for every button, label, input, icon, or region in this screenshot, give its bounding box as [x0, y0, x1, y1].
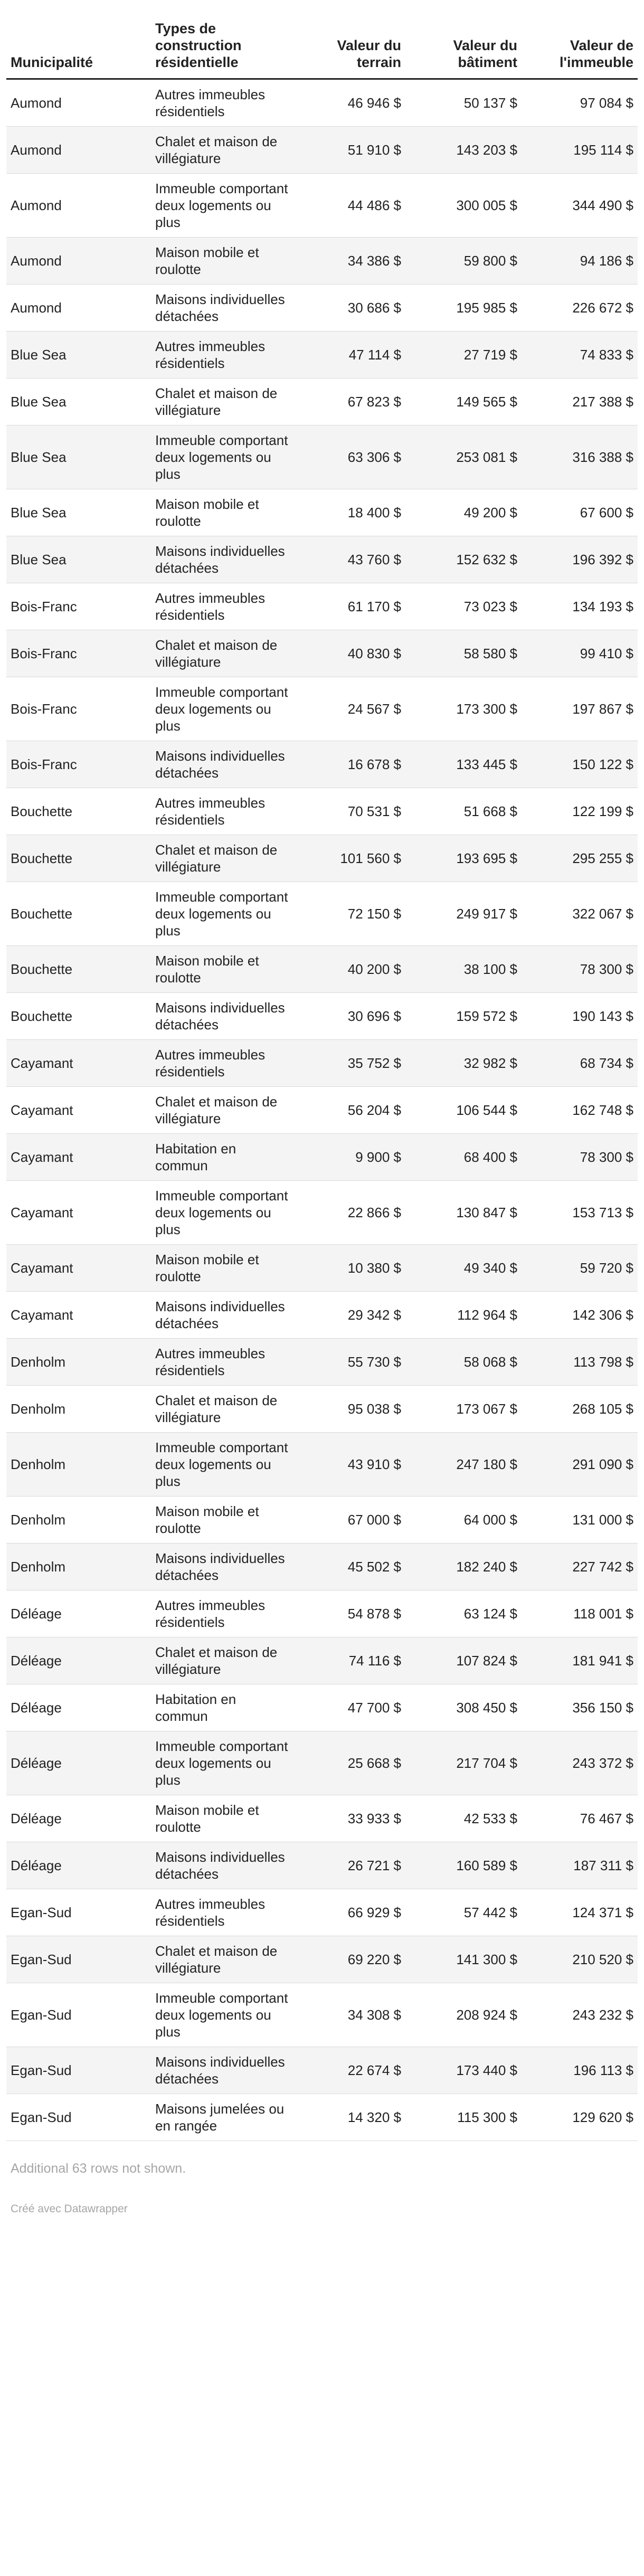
cell-valeur-terrain: 45 502 $ [295, 1543, 405, 1590]
table-row [6, 1983, 638, 2047]
cell-type-construction: Maisons individuelles détachées [151, 536, 295, 583]
cell-valeur-batiment: 173 440 $ [405, 2047, 522, 2094]
table-row [6, 2047, 638, 2094]
table-row [6, 1731, 638, 1795]
cell-valeur-batiment: 68 400 $ [405, 1134, 522, 1181]
cell-valeur-batiment: 173 067 $ [405, 1386, 522, 1433]
header-row [6, 0, 638, 79]
table-row [6, 79, 638, 127]
cell-valeur-terrain: 46 946 $ [295, 79, 405, 127]
cell-valeur-batiment: 63 124 $ [405, 1590, 522, 1637]
cell-valeur-terrain: 69 220 $ [295, 1936, 405, 1983]
table-row [6, 1889, 638, 1936]
cell-valeur-immeuble: 210 520 $ [522, 1936, 638, 1983]
cell-municipalite: Bois-Franc [6, 677, 151, 741]
cell-type-construction: Maisons individuelles détachées [151, 993, 295, 1040]
table-row [6, 1245, 638, 1292]
cell-municipalite: Egan-Sud [6, 2047, 151, 2094]
cell-valeur-batiment: 58 068 $ [405, 1339, 522, 1386]
cell-municipalite: Bouchette [6, 882, 151, 946]
cell-type-construction: Autres immeubles résidentiels [151, 1339, 295, 1386]
cell-type-construction: Autres immeubles résidentiels [151, 79, 295, 127]
cell-type-construction: Autres immeubles résidentiels [151, 332, 295, 378]
table-row [6, 741, 638, 788]
cell-valeur-batiment: 143 203 $ [405, 127, 522, 174]
cell-valeur-terrain: 43 910 $ [295, 1433, 405, 1497]
table-row [6, 1040, 638, 1087]
cell-municipalite: Cayamant [6, 1245, 151, 1292]
table-row [6, 1637, 638, 1684]
cell-valeur-immeuble: 59 720 $ [522, 1245, 638, 1292]
cell-type-construction: Maisons individuelles détachées [151, 1842, 295, 1889]
cell-valeur-immeuble: 150 122 $ [522, 741, 638, 788]
cell-municipalite: Déléage [6, 1795, 151, 1842]
cell-municipalite: Bouchette [6, 788, 151, 835]
cell-municipalite: Déléage [6, 1684, 151, 1731]
cell-valeur-immeuble: 196 392 $ [522, 536, 638, 583]
table-row [6, 489, 638, 536]
more-rows-note: Additional 63 rows not shown. [11, 2161, 186, 2176]
table-row [6, 174, 638, 238]
cell-valeur-batiment: 249 917 $ [405, 882, 522, 946]
cell-valeur-immeuble: 243 232 $ [522, 1983, 638, 2047]
cell-valeur-terrain: 18 400 $ [295, 489, 405, 536]
cell-valeur-terrain: 40 830 $ [295, 630, 405, 677]
cell-valeur-immeuble: 153 713 $ [522, 1181, 638, 1245]
cell-municipalite: Blue Sea [6, 332, 151, 378]
table-row [6, 536, 638, 583]
cell-municipalite: Déléage [6, 1731, 151, 1795]
cell-valeur-immeuble: 295 255 $ [522, 835, 638, 882]
cell-type-construction: Habitation en commun [151, 1684, 295, 1731]
cell-municipalite: Denholm [6, 1339, 151, 1386]
cell-valeur-terrain: 66 929 $ [295, 1889, 405, 1936]
cell-valeur-batiment: 149 565 $ [405, 378, 522, 425]
cell-municipalite: Bois-Franc [6, 741, 151, 788]
cell-type-construction: Immeuble comportant deux logements ou plus [151, 1731, 295, 1795]
cell-valeur-immeuble: 243 372 $ [522, 1731, 638, 1795]
cell-valeur-terrain: 26 721 $ [295, 1842, 405, 1889]
cell-valeur-terrain: 29 342 $ [295, 1292, 405, 1339]
table-row [6, 2094, 638, 2141]
cell-valeur-terrain: 70 531 $ [295, 788, 405, 835]
cell-municipalite: Cayamant [6, 1181, 151, 1245]
table-row [6, 583, 638, 630]
cell-valeur-terrain: 55 730 $ [295, 1339, 405, 1386]
cell-valeur-terrain: 72 150 $ [295, 882, 405, 946]
table-row [6, 1543, 638, 1590]
cell-valeur-terrain: 30 696 $ [295, 993, 405, 1040]
cell-type-construction: Autres immeubles résidentiels [151, 583, 295, 630]
cell-valeur-immeuble: 162 748 $ [522, 1087, 638, 1134]
cell-type-construction: Chalet et maison de villégiature [151, 1936, 295, 1983]
cell-valeur-immeuble: 268 105 $ [522, 1386, 638, 1433]
cell-type-construction: Autres immeubles résidentiels [151, 1889, 295, 1936]
table-row [6, 1590, 638, 1637]
cell-valeur-immeuble: 78 300 $ [522, 1134, 638, 1181]
column-header-valeur-terrain[interactable]: Valeur du terrain [295, 0, 405, 79]
cell-municipalite: Blue Sea [6, 536, 151, 583]
cell-valeur-terrain: 74 116 $ [295, 1637, 405, 1684]
cell-valeur-immeuble: 181 941 $ [522, 1637, 638, 1684]
cell-valeur-immeuble: 122 199 $ [522, 788, 638, 835]
cell-type-construction: Chalet et maison de villégiature [151, 1386, 295, 1433]
cell-valeur-immeuble: 197 867 $ [522, 677, 638, 741]
cell-valeur-terrain: 14 320 $ [295, 2094, 405, 2141]
cell-valeur-immeuble: 344 490 $ [522, 174, 638, 238]
cell-type-construction: Maisons individuelles détachées [151, 741, 295, 788]
cell-municipalite: Denholm [6, 1386, 151, 1433]
cell-type-construction: Maison mobile et roulotte [151, 1497, 295, 1543]
cell-municipalite: Déléage [6, 1637, 151, 1684]
cell-type-construction: Chalet et maison de villégiature [151, 1087, 295, 1134]
cell-valeur-terrain: 34 308 $ [295, 1983, 405, 2047]
cell-valeur-batiment: 107 824 $ [405, 1637, 522, 1684]
cell-valeur-batiment: 51 668 $ [405, 788, 522, 835]
cell-municipalite: Déléage [6, 1842, 151, 1889]
cell-valeur-batiment: 112 964 $ [405, 1292, 522, 1339]
cell-type-construction: Immeuble comportant deux logements ou plus [151, 677, 295, 741]
table-row [6, 630, 638, 677]
cell-type-construction: Maisons individuelles détachées [151, 285, 295, 332]
table-row [6, 946, 638, 993]
cell-valeur-batiment: 193 695 $ [405, 835, 522, 882]
cell-valeur-terrain: 101 560 $ [295, 835, 405, 882]
cell-valeur-immeuble: 118 001 $ [522, 1590, 638, 1637]
cell-valeur-terrain: 40 200 $ [295, 946, 405, 993]
cell-valeur-terrain: 56 204 $ [295, 1087, 405, 1134]
column-header-municipalite[interactable]: Municipalité [6, 0, 151, 79]
cell-type-construction: Maison mobile et roulotte [151, 946, 295, 993]
cell-type-construction: Maisons jumelées ou en rangée [151, 2094, 295, 2141]
cell-valeur-batiment: 58 580 $ [405, 630, 522, 677]
table-row [6, 238, 638, 285]
table-row [6, 1181, 638, 1245]
cell-valeur-batiment: 49 340 $ [405, 1245, 522, 1292]
cell-valeur-terrain: 67 000 $ [295, 1497, 405, 1543]
cell-valeur-batiment: 130 847 $ [405, 1181, 522, 1245]
cell-type-construction: Maison mobile et roulotte [151, 1245, 295, 1292]
table-row [6, 1795, 638, 1842]
cell-valeur-terrain: 35 752 $ [295, 1040, 405, 1087]
cell-valeur-terrain: 95 038 $ [295, 1386, 405, 1433]
cell-type-construction: Autres immeubles résidentiels [151, 788, 295, 835]
table-row [6, 1842, 638, 1889]
table-row [6, 127, 638, 174]
cell-municipalite: Cayamant [6, 1087, 151, 1134]
cell-valeur-batiment: 115 300 $ [405, 2094, 522, 2141]
table-row [6, 835, 638, 882]
table-row [6, 677, 638, 741]
cell-type-construction: Autres immeubles résidentiels [151, 1590, 295, 1637]
cell-valeur-batiment: 182 240 $ [405, 1543, 522, 1590]
cell-valeur-immeuble: 187 311 $ [522, 1842, 638, 1889]
cell-valeur-batiment: 133 445 $ [405, 741, 522, 788]
cell-valeur-immeuble: 131 000 $ [522, 1497, 638, 1543]
table-row [6, 378, 638, 425]
table-row [6, 1936, 638, 1983]
cell-valeur-batiment: 49 200 $ [405, 489, 522, 536]
cell-valeur-batiment: 32 982 $ [405, 1040, 522, 1087]
cell-valeur-terrain: 54 878 $ [295, 1590, 405, 1637]
table-header [6, 0, 638, 79]
cell-municipalite: Bois-Franc [6, 583, 151, 630]
cell-municipalite: Bois-Franc [6, 630, 151, 677]
cell-type-construction: Maisons individuelles détachées [151, 2047, 295, 2094]
data-table [6, 0, 638, 2141]
cell-valeur-immeuble: 217 388 $ [522, 378, 638, 425]
cell-valeur-batiment: 247 180 $ [405, 1433, 522, 1497]
cell-municipalite: Bouchette [6, 946, 151, 993]
table-row [6, 1497, 638, 1543]
table-row [6, 1386, 638, 1433]
cell-type-construction: Habitation en commun [151, 1134, 295, 1181]
table-row [6, 1292, 638, 1339]
table-row [6, 882, 638, 946]
table-row [6, 1087, 638, 1134]
cell-valeur-batiment: 195 985 $ [405, 285, 522, 332]
cell-type-construction: Immeuble comportant deux logements ou plus [151, 1181, 295, 1245]
cell-valeur-immeuble: 74 833 $ [522, 332, 638, 378]
cell-type-construction: Immeuble comportant deux logements ou plus [151, 425, 295, 489]
cell-valeur-batiment: 42 533 $ [405, 1795, 522, 1842]
cell-municipalite: Blue Sea [6, 378, 151, 425]
cell-type-construction: Immeuble comportant deux logements ou plus [151, 1983, 295, 2047]
cell-valeur-batiment: 50 137 $ [405, 79, 522, 127]
cell-valeur-immeuble: 356 150 $ [522, 1684, 638, 1731]
cell-valeur-terrain: 43 760 $ [295, 536, 405, 583]
cell-municipalite: Bouchette [6, 993, 151, 1040]
cell-municipalite: Aumond [6, 285, 151, 332]
cell-municipalite: Aumond [6, 174, 151, 238]
cell-valeur-batiment: 59 800 $ [405, 238, 522, 285]
cell-valeur-immeuble: 78 300 $ [522, 946, 638, 993]
table-row [6, 332, 638, 378]
cell-valeur-immeuble: 67 600 $ [522, 489, 638, 536]
cell-valeur-immeuble: 195 114 $ [522, 127, 638, 174]
cell-municipalite: Déléage [6, 1590, 151, 1637]
cell-valeur-batiment: 253 081 $ [405, 425, 522, 489]
cell-valeur-immeuble: 322 067 $ [522, 882, 638, 946]
cell-municipalite: Egan-Sud [6, 2094, 151, 2141]
cell-valeur-batiment: 27 719 $ [405, 332, 522, 378]
cell-type-construction: Chalet et maison de villégiature [151, 127, 295, 174]
cell-type-construction: Maison mobile et roulotte [151, 1795, 295, 1842]
cell-valeur-batiment: 64 000 $ [405, 1497, 522, 1543]
cell-valeur-terrain: 51 910 $ [295, 127, 405, 174]
cell-valeur-terrain: 44 486 $ [295, 174, 405, 238]
cell-type-construction: Chalet et maison de villégiature [151, 630, 295, 677]
cell-valeur-batiment: 300 005 $ [405, 174, 522, 238]
cell-valeur-immeuble: 291 090 $ [522, 1433, 638, 1497]
cell-valeur-immeuble: 190 143 $ [522, 993, 638, 1040]
cell-valeur-batiment: 57 442 $ [405, 1889, 522, 1936]
cell-municipalite: Cayamant [6, 1292, 151, 1339]
cell-municipalite: Bouchette [6, 835, 151, 882]
cell-municipalite: Egan-Sud [6, 1936, 151, 1983]
cell-valeur-immeuble: 196 113 $ [522, 2047, 638, 2094]
cell-valeur-batiment: 106 544 $ [405, 1087, 522, 1134]
cell-valeur-immeuble: 129 620 $ [522, 2094, 638, 2141]
cell-valeur-terrain: 33 933 $ [295, 1795, 405, 1842]
cell-type-construction: Maisons individuelles détachées [151, 1292, 295, 1339]
cell-valeur-terrain: 24 567 $ [295, 677, 405, 741]
cell-valeur-terrain: 61 170 $ [295, 583, 405, 630]
cell-municipalite: Denholm [6, 1433, 151, 1497]
cell-valeur-immeuble: 76 467 $ [522, 1795, 638, 1842]
cell-municipalite: Denholm [6, 1543, 151, 1590]
cell-valeur-immeuble: 316 388 $ [522, 425, 638, 489]
cell-municipalite: Egan-Sud [6, 1889, 151, 1936]
cell-valeur-batiment: 141 300 $ [405, 1936, 522, 1983]
cell-valeur-terrain: 63 306 $ [295, 425, 405, 489]
table-row [6, 1134, 638, 1181]
table-row [6, 1433, 638, 1497]
cell-valeur-immeuble: 226 672 $ [522, 285, 638, 332]
cell-type-construction: Chalet et maison de villégiature [151, 835, 295, 882]
cell-municipalite: Denholm [6, 1497, 151, 1543]
column-header-valeur-immeuble[interactable]: Valeur de l'immeuble [522, 0, 638, 79]
cell-type-construction: Autres immeubles résidentiels [151, 1040, 295, 1087]
cell-type-construction: Maison mobile et roulotte [151, 238, 295, 285]
table-row [6, 993, 638, 1040]
cell-valeur-immeuble: 94 186 $ [522, 238, 638, 285]
cell-type-construction: Immeuble comportant deux logements ou plus [151, 1433, 295, 1497]
cell-valeur-batiment: 308 450 $ [405, 1684, 522, 1731]
cell-valeur-immeuble: 227 742 $ [522, 1543, 638, 1590]
cell-type-construction: Maison mobile et roulotte [151, 489, 295, 536]
cell-valeur-batiment: 73 023 $ [405, 583, 522, 630]
table-row [6, 1684, 638, 1731]
cell-municipalite: Aumond [6, 79, 151, 127]
cell-municipalite: Aumond [6, 238, 151, 285]
cell-valeur-terrain: 9 900 $ [295, 1134, 405, 1181]
table-row [6, 285, 638, 332]
cell-valeur-terrain: 22 674 $ [295, 2047, 405, 2094]
cell-valeur-terrain: 67 823 $ [295, 378, 405, 425]
cell-valeur-batiment: 159 572 $ [405, 993, 522, 1040]
table-row [6, 425, 638, 489]
cell-valeur-terrain: 47 114 $ [295, 332, 405, 378]
table-body [6, 79, 638, 2141]
cell-valeur-immeuble: 68 734 $ [522, 1040, 638, 1087]
cell-valeur-batiment: 152 632 $ [405, 536, 522, 583]
cell-valeur-immeuble: 124 371 $ [522, 1889, 638, 1936]
cell-type-construction: Chalet et maison de villégiature [151, 378, 295, 425]
cell-municipalite: Blue Sea [6, 489, 151, 536]
cell-valeur-batiment: 208 924 $ [405, 1983, 522, 2047]
cell-type-construction: Immeuble comportant deux logements ou plus [151, 174, 295, 238]
table-row [6, 1339, 638, 1386]
cell-valeur-terrain: 34 386 $ [295, 238, 405, 285]
column-header-type-construction[interactable]: Types de construction résidentielle [151, 0, 295, 79]
table-row [6, 788, 638, 835]
cell-valeur-immeuble: 97 084 $ [522, 79, 638, 127]
cell-valeur-terrain: 10 380 $ [295, 1245, 405, 1292]
cell-type-construction: Chalet et maison de villégiature [151, 1637, 295, 1684]
cell-valeur-immeuble: 99 410 $ [522, 630, 638, 677]
cell-valeur-terrain: 30 686 $ [295, 285, 405, 332]
cell-municipalite: Aumond [6, 127, 151, 174]
credit-text: Créé avec Datawrapper [11, 2203, 128, 2215]
cell-type-construction: Immeuble comportant deux logements ou plus [151, 882, 295, 946]
cell-municipalite: Egan-Sud [6, 1983, 151, 2047]
cell-valeur-immeuble: 142 306 $ [522, 1292, 638, 1339]
cell-valeur-terrain: 47 700 $ [295, 1684, 405, 1731]
cell-valeur-batiment: 217 704 $ [405, 1731, 522, 1795]
cell-municipalite: Blue Sea [6, 425, 151, 489]
cell-valeur-immeuble: 113 798 $ [522, 1339, 638, 1386]
cell-valeur-terrain: 16 678 $ [295, 741, 405, 788]
cell-valeur-terrain: 22 866 $ [295, 1181, 405, 1245]
cell-valeur-batiment: 38 100 $ [405, 946, 522, 993]
cell-valeur-terrain: 25 668 $ [295, 1731, 405, 1795]
cell-valeur-immeuble: 134 193 $ [522, 583, 638, 630]
cell-municipalite: Cayamant [6, 1040, 151, 1087]
cell-valeur-batiment: 173 300 $ [405, 677, 522, 741]
cell-type-construction: Maisons individuelles détachées [151, 1543, 295, 1590]
column-header-valeur-batiment[interactable]: Valeur du bâtiment [405, 0, 522, 79]
cell-municipalite: Cayamant [6, 1134, 151, 1181]
cell-valeur-batiment: 160 589 $ [405, 1842, 522, 1889]
